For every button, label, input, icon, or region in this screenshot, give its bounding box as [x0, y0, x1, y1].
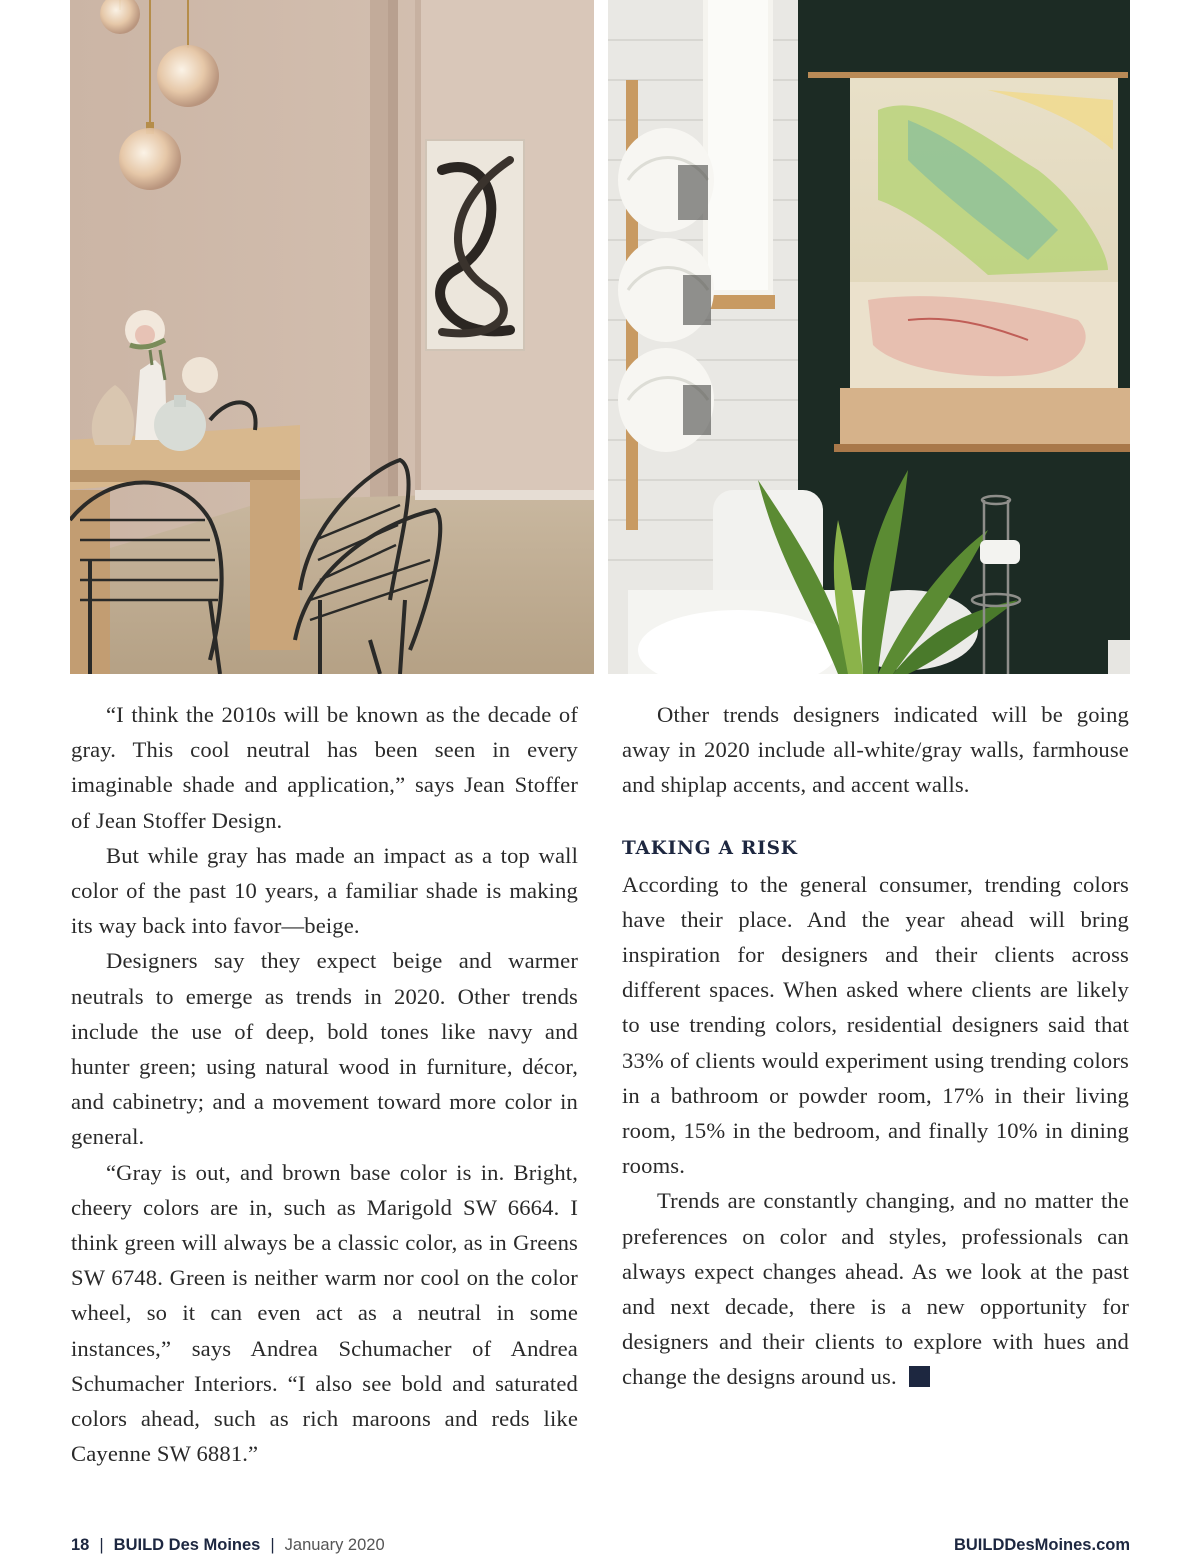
- paragraph-beige-return: But while gray has made an impact as a top wall color of the past 10 years, a familiar shade is making its way back into favor—beige.: [71, 842, 578, 939]
- footer-separator: |: [99, 1536, 104, 1554]
- paragraph-conclusion: [622, 1183, 1129, 1394]
- publication-name: BUILD Des Moines: [113, 1536, 261, 1554]
- section-heading: TAKING A RISK: [622, 837, 798, 859]
- paragraph-conclusion-text: Trends are constantly changing, and no matter the preferences on color and styles, professionals can always expect changes ahead. As we look at the past and next decade, there is a new opportunity for designers and their clients to explore with hues and change the designs around us.: [622, 1188, 1129, 1390]
- paragraph-stoffer-quote: “I think the 2010s will be known as the decade of gray. This cool neutral has been seen in every imaginable shade and application,” says Jean Stoffer of Jean Stoffer Design.: [71, 702, 578, 833]
- page-number: 18: [71, 1536, 90, 1554]
- paragraph-warmer-neutrals: Designers say they expect beige and warmer neutrals to emerge as trends in 2020. Other trends include the use of deep, bold tones like navy and hunter green; using natural wood in furniture, décor, and cabinetry; and a movement toward more color in general.: [71, 948, 578, 1150]
- paragraph-schumacher-quote: “Gray is out, and brown base color is in. Bright, cheery colors are in, such as Marigold SW 6664. I think green will always be a classic color, as in Greens SW 6748. Green is neither warm nor cool on the color wheel, so it can even act as a neutral in some instances,” says Andrea Schumacher of Andrea Schumacher Interiors. “I also see bold and saturated colors ahead, such as rich maroons and reds like Cayenne SW 6881.”: [71, 1159, 578, 1467]
- bathroom-illustration: [608, 0, 1130, 674]
- dining-room-illustration: [70, 0, 594, 674]
- issue-date: January 2020: [284, 1536, 385, 1554]
- paragraph-consumer-trends: According to the general consumer, trending colors have their place. And the year ahead will bring inspiration for designers and their clients across different spaces. When asked where clients are likely to use trending colors, residential designers said that 33% of clients would experiment using trending colors in a bathroom or powder room, 17% in their living room, 15% in the bedroom, and finally 10% in dining rooms.: [622, 871, 1129, 1179]
- footer-separator: |: [270, 1536, 275, 1554]
- left-text-column: [71, 697, 578, 1471]
- right-text-column: [622, 697, 1129, 1395]
- dining-room-photo: [70, 0, 594, 674]
- paragraph-trends-going-away: Other trends designers indicated will be going away in 2020 include all-white/gray walls, farmhouse and shiplap accents, and accent walls.: [622, 702, 1129, 798]
- footer-folio: [71, 1536, 385, 1555]
- end-mark-icon: B: [909, 1366, 930, 1387]
- bathroom-photo: [608, 0, 1130, 674]
- footer-website: BUILDDesMoines.com: [953, 1536, 1130, 1554]
